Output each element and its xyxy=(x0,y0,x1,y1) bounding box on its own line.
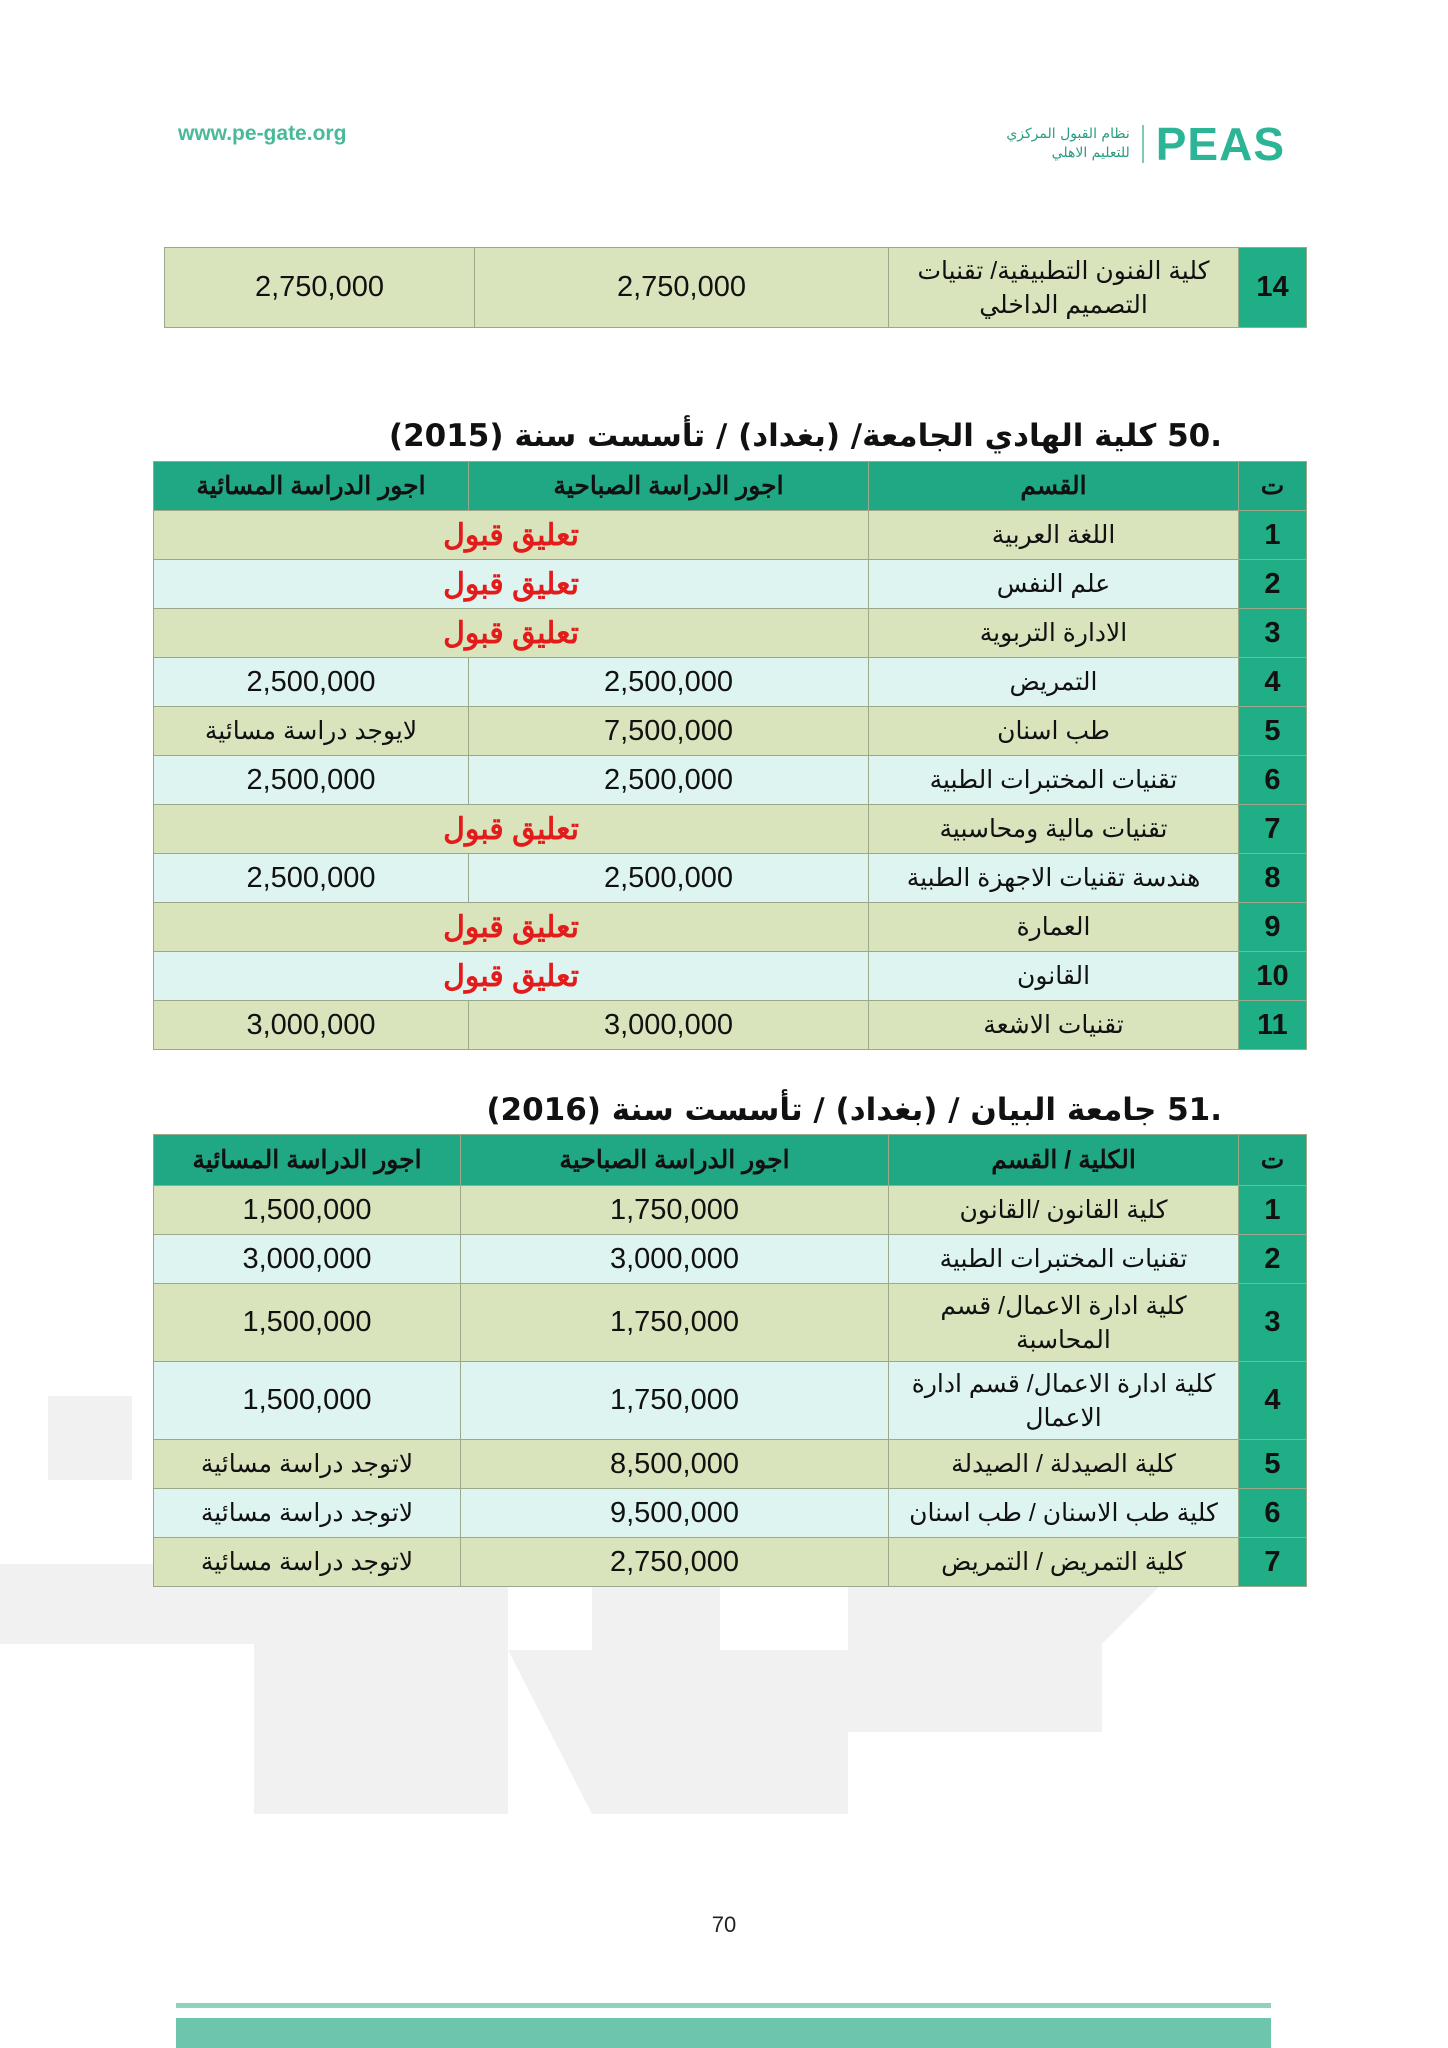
department-name: طب اسنان xyxy=(869,707,1239,756)
table-row xyxy=(154,609,1307,658)
section-title-50: .50 كلية الهادي الجامعة/ (بغداد) / تأسست سنة (2015) xyxy=(388,418,1222,454)
row-number: 6 xyxy=(1239,756,1307,805)
table-row xyxy=(154,1186,1307,1235)
department-name: التمريض xyxy=(869,658,1239,707)
admission-suspended: تعليق قبول xyxy=(154,609,869,658)
row-number: 7 xyxy=(1239,805,1307,854)
footer-bar xyxy=(176,2018,1271,2048)
morning-fee: 1,750,000 xyxy=(461,1186,889,1235)
department-name: تقنيات المختبرات الطبية xyxy=(869,756,1239,805)
table-row xyxy=(154,854,1307,903)
morning-fee: 9,500,000 xyxy=(461,1489,889,1538)
morning-fee: 2,750,000 xyxy=(461,1538,889,1587)
row-number: 4 xyxy=(1239,658,1307,707)
row-number: 8 xyxy=(1239,854,1307,903)
department-name: كلية التمريض / التمريض xyxy=(889,1538,1239,1587)
department-name: تقنيات مالية ومحاسبية xyxy=(869,805,1239,854)
table-row xyxy=(154,1538,1307,1587)
table-row xyxy=(154,805,1307,854)
row-number: 5 xyxy=(1239,1440,1307,1489)
morning-fee: 3,000,000 xyxy=(469,1001,869,1050)
row-number: 3 xyxy=(1239,1284,1307,1362)
morning-fee: 1,750,000 xyxy=(461,1362,889,1440)
evening-fee: لاتوجد دراسة مسائية xyxy=(154,1538,461,1587)
footer-divider xyxy=(176,2003,1271,2008)
table-row xyxy=(154,1235,1307,1284)
table-header-row xyxy=(154,462,1307,511)
department-name: العمارة xyxy=(869,903,1239,952)
background-shape xyxy=(508,1650,592,1814)
row-number: 11 xyxy=(1239,1001,1307,1050)
section-title-51: .51 جامعة البيان / (بغداد) / تأسست سنة (2016) xyxy=(486,1092,1222,1128)
table-row xyxy=(154,658,1307,707)
row-number: 14 xyxy=(1239,248,1307,328)
evening-fee: 1,500,000 xyxy=(154,1284,461,1362)
table-row xyxy=(165,248,1307,328)
background-shape xyxy=(254,1690,508,1814)
logo-arabic-line1: نظام القبول المركزي xyxy=(1006,126,1130,142)
morning-fee: 2,500,000 xyxy=(469,854,869,903)
row-number: 9 xyxy=(1239,903,1307,952)
department-name: كلية طب الاسنان / طب اسنان xyxy=(889,1489,1239,1538)
header-morning: اجور الدراسة الصباحية xyxy=(461,1135,889,1186)
evening-fee: لاتوجد دراسة مسائية xyxy=(154,1440,461,1489)
morning-fee: 3,000,000 xyxy=(461,1235,889,1284)
header-dept: الكلية / القسم xyxy=(889,1135,1239,1186)
table-row xyxy=(154,1362,1307,1440)
row-number: 7 xyxy=(1239,1538,1307,1587)
evening-fee: 2,750,000 xyxy=(165,248,475,328)
department-name: تقنيات المختبرات الطبية xyxy=(889,1235,1239,1284)
row-number: 1 xyxy=(1239,511,1307,560)
header-evening: اجور الدراسة المسائية xyxy=(154,1135,461,1186)
morning-fee: 2,500,000 xyxy=(469,756,869,805)
site-url[interactable]: www.pe-gate.org xyxy=(178,122,347,145)
evening-fee: 3,000,000 xyxy=(154,1001,469,1050)
evening-fee: لايوجد دراسة مسائية xyxy=(154,707,469,756)
table-row xyxy=(154,1284,1307,1362)
peas-logo xyxy=(985,116,1285,172)
admission-suspended: تعليق قبول xyxy=(154,511,869,560)
background-shape xyxy=(848,1650,1102,1732)
header-num: ت xyxy=(1239,1135,1307,1186)
morning-fee: 1,750,000 xyxy=(461,1284,889,1362)
table-row xyxy=(154,756,1307,805)
evening-fee: 1,500,000 xyxy=(154,1362,461,1440)
department-name: الادارة التربوية xyxy=(869,609,1239,658)
fees-table-alhadi xyxy=(153,461,1307,1050)
header-num: ت xyxy=(1239,462,1307,511)
department-name: اللغة العربية xyxy=(869,511,1239,560)
department-name: القانون xyxy=(869,952,1239,1001)
logo-arabic-text xyxy=(1006,125,1129,163)
row-number: 1 xyxy=(1239,1186,1307,1235)
evening-fee: 2,500,000 xyxy=(154,756,469,805)
department-name: كلية ادارة الاعمال/ قسم المحاسبة xyxy=(889,1284,1239,1362)
row-number: 3 xyxy=(1239,609,1307,658)
evening-fee: لاتوجد دراسة مسائية xyxy=(154,1489,461,1538)
logo-arabic-line2: للتعليم الاهلي xyxy=(1051,145,1130,161)
morning-fee: 2,750,000 xyxy=(475,248,889,328)
admission-suspended: تعليق قبول xyxy=(154,560,869,609)
row-number: 5 xyxy=(1239,707,1307,756)
table-header-row xyxy=(154,1135,1307,1186)
background-shape xyxy=(592,1732,848,1814)
page-number: 70 xyxy=(711,1912,737,1937)
table-row xyxy=(154,952,1307,1001)
admission-suspended: تعليق قبول xyxy=(154,805,869,854)
header-evening: اجور الدراسة المسائية xyxy=(154,462,469,511)
table-row xyxy=(154,1001,1307,1050)
admission-suspended: تعليق قبول xyxy=(154,952,869,1001)
department-name: هندسة تقنيات الاجهزة الطبية xyxy=(869,854,1239,903)
admission-suspended: تعليق قبول xyxy=(154,903,869,952)
department-name: علم النفس xyxy=(869,560,1239,609)
department-name: كلية ادارة الاعمال/ قسم ادارة الاعمال xyxy=(889,1362,1239,1440)
row-number: 10 xyxy=(1239,952,1307,1001)
logo-text: PEAS xyxy=(1155,118,1285,170)
department-name: كلية القانون /القانون xyxy=(889,1186,1239,1235)
logo-divider xyxy=(1142,125,1144,163)
morning-fee: 2,500,000 xyxy=(469,658,869,707)
table-row xyxy=(154,560,1307,609)
row-number: 2 xyxy=(1239,560,1307,609)
table-row xyxy=(154,1489,1307,1538)
table-row xyxy=(154,707,1307,756)
table-row xyxy=(154,1440,1307,1489)
row-number: 6 xyxy=(1239,1489,1307,1538)
row-number: 2 xyxy=(1239,1235,1307,1284)
evening-fee: 3,000,000 xyxy=(154,1235,461,1284)
row-number: 4 xyxy=(1239,1362,1307,1440)
table-row xyxy=(154,903,1307,952)
department-name: تقنيات الاشعة xyxy=(869,1001,1239,1050)
department-name: كلية الفنون التطبيقية/ تقنيات التصميم الداخلي xyxy=(889,248,1239,328)
header-dept: القسم xyxy=(869,462,1239,511)
header-morning: اجور الدراسة الصباحية xyxy=(469,462,869,511)
evening-fee: 2,500,000 xyxy=(154,854,469,903)
evening-fee: 2,500,000 xyxy=(154,658,469,707)
morning-fee: 7,500,000 xyxy=(469,707,869,756)
fees-table-continued xyxy=(164,247,1307,328)
fees-table-albayan xyxy=(153,1134,1307,1587)
evening-fee: 1,500,000 xyxy=(154,1186,461,1235)
department-name: كلية الصيدلة / الصيدلة xyxy=(889,1440,1239,1489)
morning-fee: 8,500,000 xyxy=(461,1440,889,1489)
table-row xyxy=(154,511,1307,560)
background-shape xyxy=(48,1396,132,1480)
